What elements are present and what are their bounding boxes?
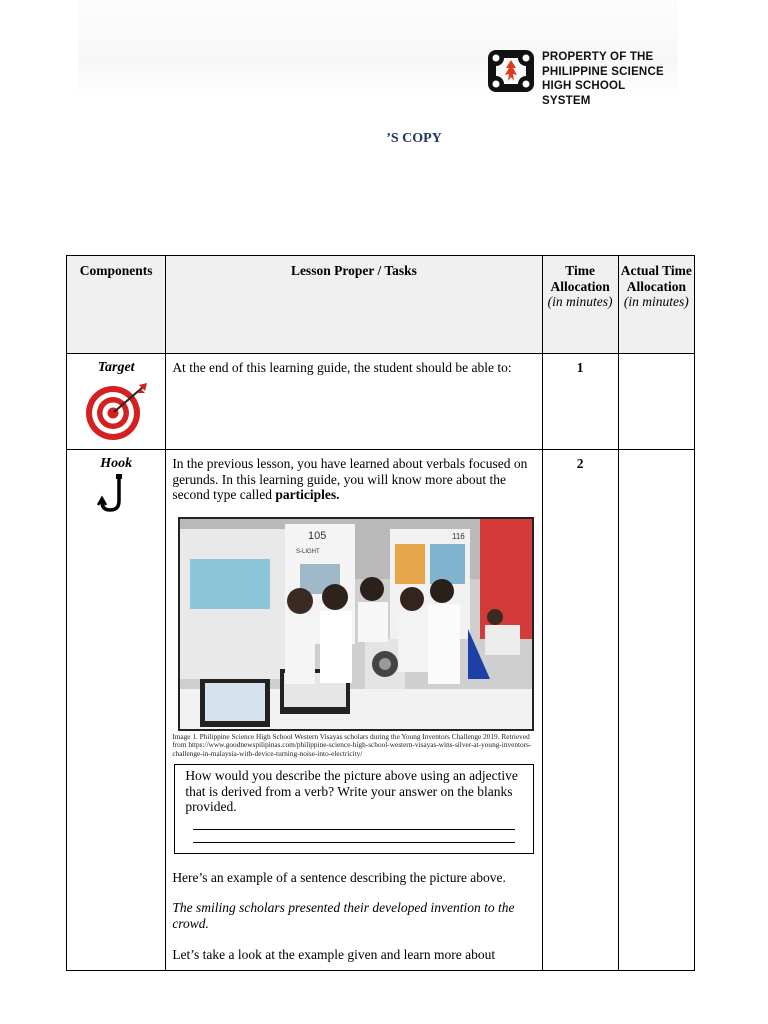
target-component-cell <box>67 354 166 450</box>
hook-icon <box>96 474 136 514</box>
time-allocation-unit: (in minutes) <box>547 294 613 309</box>
closing-text: Let’s take a look at the example given and learn more about <box>172 947 496 963</box>
logo-line-2: PHILIPPINE SCIENCE <box>542 65 664 78</box>
bullseye-icon <box>83 381 149 441</box>
hook-intro: In the previous lesson, you have learned about verbals focused on gerunds. In this learning guide, you will know more about the second type called participles. <box>172 456 528 502</box>
time-allocation-label: Time Allocation <box>550 263 610 294</box>
participles-term: participles. <box>275 487 340 502</box>
table-row-target <box>67 354 695 450</box>
pshs-logo <box>486 48 676 107</box>
logo-text <box>542 50 676 108</box>
header-components: Components <box>67 256 166 354</box>
actual-time-unit: (in minutes) <box>623 294 689 309</box>
hook-component-cell <box>67 450 166 971</box>
target-label: Target <box>97 360 135 375</box>
hook-time: 2 <box>542 450 618 971</box>
target-actual-time <box>618 354 694 450</box>
poster-number-2: 116 <box>452 531 466 541</box>
answer-blank-2[interactable] <box>193 837 515 843</box>
copy-title: ’S COPY <box>386 131 442 146</box>
scholars-photo-image <box>180 519 532 729</box>
pshs-logo-icon <box>486 48 536 94</box>
hook-actual-time <box>618 450 694 971</box>
example-sentence: The smiling scholars presented their developed invention to the crowd. <box>172 900 515 931</box>
table-header-row <box>67 256 695 354</box>
hook-content <box>166 450 542 971</box>
actual-time-label: Actual Time Allocation <box>620 263 692 294</box>
target-text: At the end of this learning guide, the student should be able to: <box>166 354 542 450</box>
header-actual-time <box>618 256 694 354</box>
table-row-hook <box>67 450 695 971</box>
question-text: How would you describe the picture above using an adjective that is derived from a verb? Write your answer on the blanks provided. <box>185 768 518 815</box>
scholars-photo <box>178 517 534 731</box>
poster-number-1: 105 <box>308 529 327 542</box>
question-box <box>174 764 534 854</box>
hook-label: Hook <box>100 456 133 471</box>
header-lesson-proper: Lesson Proper / Tasks <box>166 256 542 354</box>
poster-title: S-LIGHT <box>296 548 320 555</box>
target-time: 1 <box>542 354 618 450</box>
logo-line-3: HIGH SCHOOL SYSTEM <box>542 80 626 107</box>
answer-blank-1[interactable] <box>193 824 515 830</box>
logo-line-1: PROPERTY OF THE <box>542 51 654 63</box>
photo-caption: Image 1. Philippine Science High School Western Visayas scholars during the Young Inventors Challenge 2019. Retrieved from https://www.goodnewspilipinas.com/philippine-science-high-school-western-visayas-wins-silver-at-young-inventors-challenge-in-malaysia-with-device-turning-noise-into-electricity/ <box>172 731 532 758</box>
example-intro: Here’s an example of a sentence describing the picture above. <box>172 869 506 885</box>
header-time-allocation <box>542 256 618 354</box>
lesson-table <box>66 255 695 971</box>
